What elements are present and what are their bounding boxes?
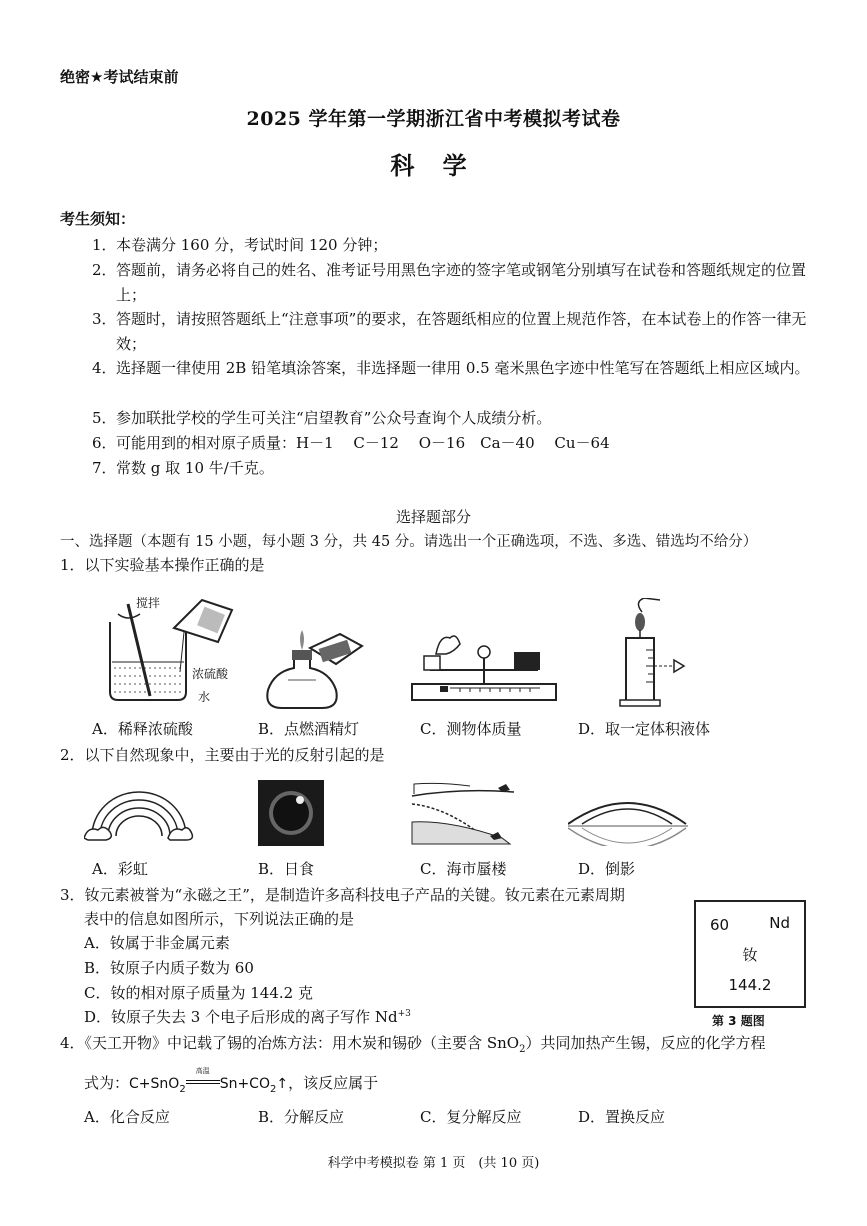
q4-eq-right-sub: 2 (269, 1083, 277, 1095)
q4-eq-right-end: ↑ (276, 1076, 289, 1092)
q2-figure-rainbow (84, 786, 194, 842)
q4-eq-prefix: 式为： (84, 1074, 130, 1092)
q4-eq-right-text: Sn+CO (219, 1076, 270, 1092)
q4-eq-condition: 高温 (195, 1067, 210, 1075)
q2-figure-eclipse (258, 780, 324, 846)
q4-option-d: D．置换反应 (578, 1108, 666, 1126)
notice-item-num: 1． (92, 236, 117, 254)
q4-option-c: C．复分解反应 (420, 1108, 522, 1126)
notice-item-text: 答题前，请务必将自己的姓名、准考证号用黑色字迹的签字笔或钢笔分别填写在试卷和答题纸规定的位置上； (116, 261, 807, 304)
q1-figure-c (410, 630, 560, 706)
q1-option-b: B．点燃酒精灯 (258, 720, 360, 738)
question-3-stem-line1: 3．钕元素被誉为“永磁之王”，是制造许多高科技电子产品的关键。钕元素在元素周期 (60, 886, 625, 904)
q3-option-d-charge: +3 (397, 1009, 411, 1019)
notice-item-2 (92, 258, 816, 308)
page-footer: 科学中考模拟卷 第 1 页 (共 10 页) (327, 1156, 540, 1171)
q4-option-b: B．分解反应 (258, 1108, 345, 1126)
question-1-stem: 1．以下实验基本操作正确的是 (60, 556, 265, 574)
notice-item-text: 参加联批学校的学生可关注“启望教育”公众号查询个人成绩分析。 (116, 409, 552, 427)
q1-label-water: 水 (198, 690, 211, 704)
q1-option-c: C．测物体质量 (420, 720, 522, 738)
notice-item-text: 可能用到的相对原子质量：H－1 C－12 O－16 Ca－40 Cu－64 (116, 434, 610, 452)
notice-item-num: 4． (92, 359, 117, 377)
element-mass: 144.2 (728, 976, 772, 994)
q4-eq-suffix: ，该反应属于 (288, 1074, 379, 1092)
q1-label-stir: 搅拌 (136, 596, 161, 610)
q2-option-b: B．日食 (258, 860, 315, 878)
element-name: 钕 (742, 946, 758, 964)
q2-figure-reflection (568, 788, 688, 846)
notice-item-4 (92, 356, 816, 381)
confidential-label: 绝密★考试结束前 (60, 68, 179, 86)
q4-stem-text: 4．《天工开物》中记载了锡的冶炼方法：用木炭和锡砂（主要含 SnO (60, 1034, 520, 1052)
notice-item-num: 2． (92, 261, 117, 279)
element-symbol: Nd (769, 914, 790, 932)
q1-label-acid: 浓硫酸 (192, 667, 229, 681)
q2-figure-mirage (410, 782, 520, 848)
q4-eq-right (219, 1076, 289, 1095)
notice-item-num: 3． (92, 310, 117, 328)
notice-item-6 (92, 431, 816, 456)
q2-option-a: A．彩虹 (92, 860, 148, 878)
q3-option-d-text: D．钕原子失去 3 个电子后形成的离子写作 Nd (84, 1008, 398, 1026)
q4-eq-left-text: C+SnO (129, 1076, 180, 1092)
q1-option-d: D．取一定体积液体 (578, 720, 711, 738)
subject-title: 科 学 (390, 152, 477, 180)
q2-option-d: D．倒影 (578, 860, 636, 878)
element-card (694, 900, 806, 1008)
notice-item-1 (92, 233, 816, 258)
q3-option-a: A．钕属于非金属元素 (84, 934, 230, 952)
q1-figure-a (100, 592, 250, 704)
q4-eq-left-sub: 2 (179, 1083, 186, 1095)
notice-item-num: 5． (92, 409, 117, 427)
q4-stem-text-end: ）共同加热产生锡，反应的化学方程 (525, 1034, 766, 1052)
q4-option-a: A．化合反应 (84, 1108, 170, 1126)
question-3-stem-line2: 表中的信息如图所示，下列说法正确的是 (84, 910, 355, 928)
q2-option-c: C．海市蜃楼 (420, 860, 507, 878)
notice-heading: 考生须知： (60, 210, 136, 228)
q3-option-d (84, 1006, 411, 1027)
exam-title: 2025 学年第一学期浙江省中考模拟考试卷 (246, 108, 621, 130)
q3-figure-caption: 第 3 题图 (712, 1014, 765, 1028)
notice-item-num: 6． (92, 434, 117, 452)
notice-item-3 (92, 307, 816, 357)
part-heading: 一、选择题（本题有 15 小题，每小题 3 分，共 45 分。请选出一个正确选项，不选、多选、错选均不给分） (60, 534, 758, 550)
element-atomic-number: 60 (710, 916, 730, 934)
notice-item-5 (92, 406, 816, 431)
q1-option-a: A．稀释浓硫酸 (92, 720, 193, 738)
notice-item-text: 常数 g 取 10 牛/千克。 (116, 459, 274, 477)
question-4-stem-line1 (60, 1032, 765, 1055)
q3-option-c: C．钕的相对原子质量为 144.2 克 (84, 984, 313, 1002)
notice-item-text: 答题时，请按照答题纸上“注意事项”的要求，在答题纸相应的位置上规范作答，在本试卷上的作答一律无效； (116, 310, 807, 353)
q1-figure-b (262, 620, 372, 712)
question-4-equation-line (84, 1067, 379, 1095)
notice-item-text: 本卷满分 160 分，考试时间 120 分钟； (116, 236, 388, 254)
q4-eq-sign (186, 1067, 220, 1090)
notice-item-7 (92, 456, 816, 481)
q4-eq-left (129, 1076, 186, 1095)
q3-option-b: B．钕原子内质子数为 60 (84, 959, 254, 977)
section-heading: 选择题部分 (395, 508, 471, 526)
question-2-stem: 2．以下自然现象中，主要由于光的反射引起的是 (60, 746, 385, 764)
q4-stem-sub: 2 (519, 1044, 526, 1055)
notice-item-num: 7． (92, 459, 117, 477)
q1-figure-d (612, 598, 702, 708)
notice-item-text: 选择题一律使用 2B 铅笔填涂答案，非选择题一律用 0.5 毫米黑色字迹中性笔写在答题纸上相应区域内。 (116, 359, 810, 377)
